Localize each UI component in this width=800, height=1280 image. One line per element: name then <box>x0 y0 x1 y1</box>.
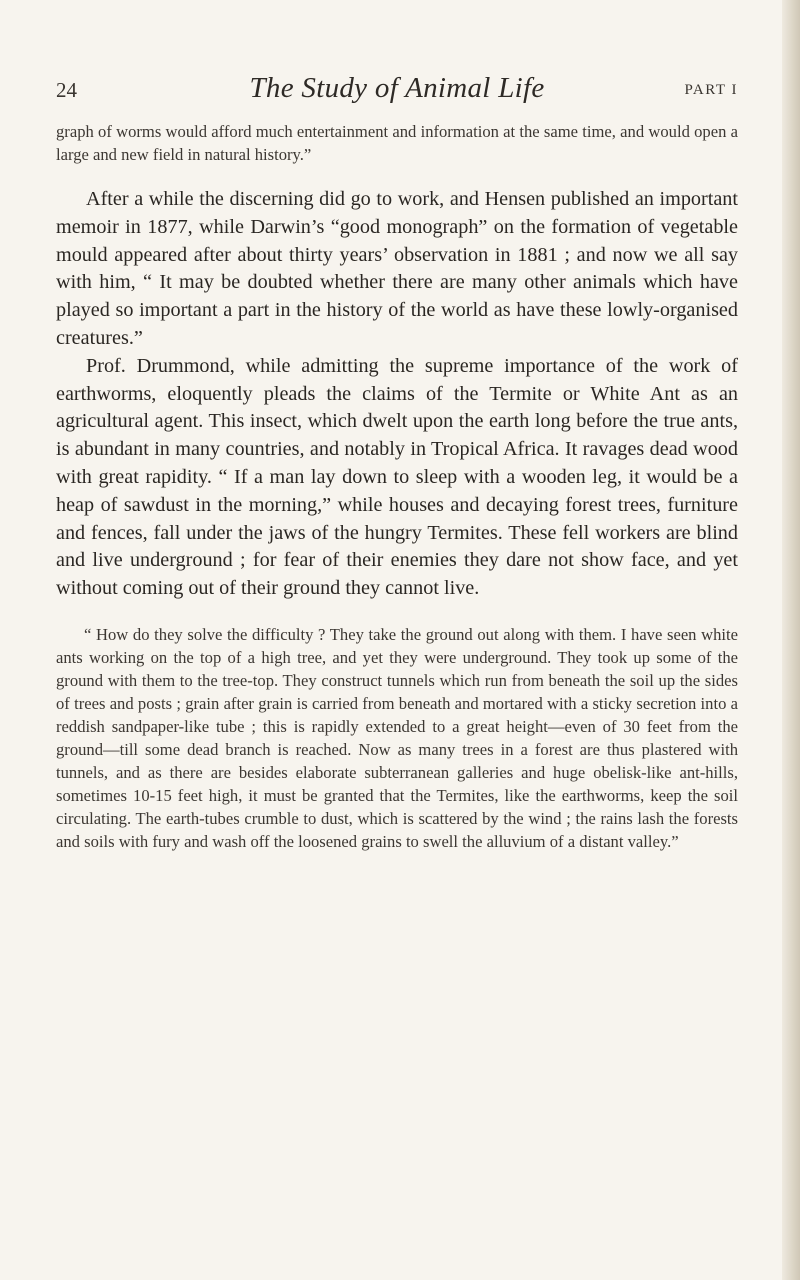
page-edge-shadow <box>782 0 800 1280</box>
part-label: PART I <box>684 82 738 98</box>
termite-quote: “ How do they solve the difficulty ? They take the ground out along with them. I have seen white ants working on the top of a high tree, and yet they were underground. They took up some of the ground with them to the tree-top. They construct tunnels which run from beneath the soil up the sides of trees and posts ; grain after grain is carried from beneath and mortared with a sticky secretion into a reddish sandpaper-like tube ; this is rapidly extended to a great height—even of 30 feet from the ground—till some dead branch is reached. Now as many trees in a forest are thus plastered with tunnels, and as there are besides elaborate subterranean galleries and huge obelisk-like ant-hills, sometimes 10-15 feet high, it must be granted that the Termites, like the earthworms, keep the soil circulating. The earth-tubes crumble to dust, which is scattered by the wind ; the rains lash the forests and soils with fury and wash off the loosened grains to swell the alluvium of a distant valley.” <box>56 624 738 851</box>
paragraph-drummond: Prof. Drummond, while admitting the supreme importance of the work of earthworms, eloquently pleads the claims of the Termite or White Ant as an agricultural agent. This insect, which dwelt upon the earth long before the true ants, is abundant in many countries, and notably in Tropical Africa. It ravages dead wood with great rapidity. “ If a man lay down to sleep with a wooden leg, it would be a heap of sawdust in the morning,” while houses and decaying forest trees, furniture and fences, fall under the jaws of the hungry Termites. These fell workers are blind and live underground ; for fear of their enemies they dare not show face, and yet without coming out of their ground they cannot live. <box>56 354 738 600</box>
running-title: The Study of Animal Life <box>249 72 545 104</box>
book-page <box>56 72 738 853</box>
quote-continuation: graph of worms would afford much entertainment and information at the same time, and would open a large and new field in natural history.” <box>56 122 738 164</box>
running-head <box>56 72 738 112</box>
paragraph-hensen: After a while the discerning did go to work, and Hensen published an important memoir in 1877, while Darwin’s “good monograph” on the formation of vegetable mould appeared after about thirty years’ observation in 1881 ; and now we all say with him, “ It may be doubted whether there are many other animals which have played so important a part in the history of the world as have these lowly-organised creatures.” <box>56 188 738 349</box>
page-number: 24 <box>56 78 77 102</box>
